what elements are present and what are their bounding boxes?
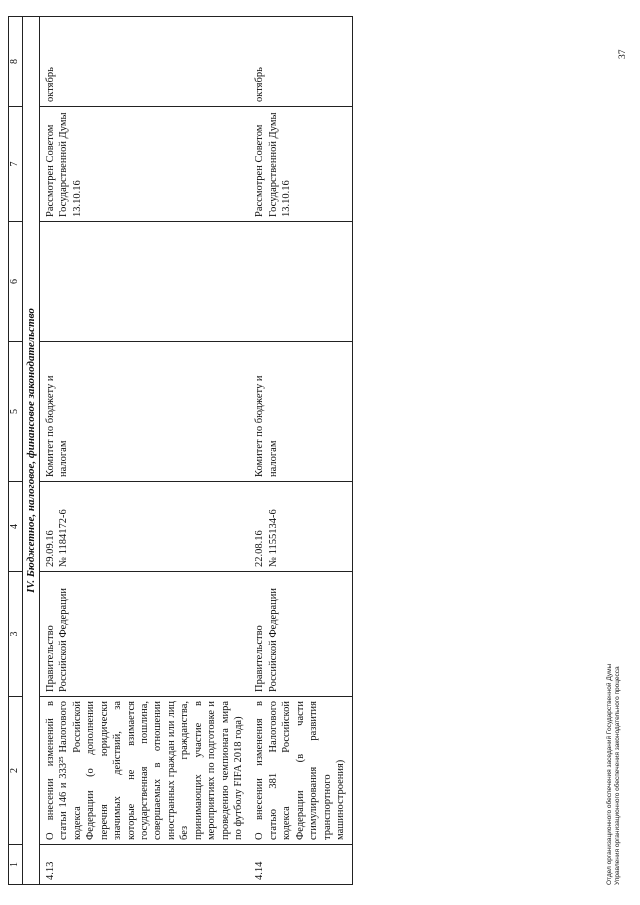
section-title: IV. Бюджетное, налоговое, финансовое законодательство xyxy=(22,17,39,885)
column-6-cell xyxy=(249,222,352,342)
column-header: 7 xyxy=(9,107,23,222)
table-row xyxy=(39,17,249,885)
bill-registration xyxy=(39,482,249,572)
bill-number: № 1184172-6 xyxy=(58,509,70,567)
column-header: 6 xyxy=(9,222,23,342)
column-header: 3 xyxy=(9,572,23,697)
bill-initiator: Правительство Российской Федерации xyxy=(249,572,352,697)
responsible-committee: Комитет по бюджету и налогам xyxy=(39,342,249,482)
section-row xyxy=(22,17,39,885)
bill-date: 22.08.16 xyxy=(254,530,266,567)
row-number: 4.13 xyxy=(39,845,249,885)
bill-status: Рассмотрен Советом Государственной Думы 13.10.16 xyxy=(39,107,249,222)
bill-status: Рассмотрен Советом Государственной Думы 13.10.16 xyxy=(249,107,352,222)
table-row xyxy=(249,17,352,885)
column-header: 5 xyxy=(9,342,23,482)
column-header: 2 xyxy=(9,697,23,845)
bill-registration xyxy=(249,482,352,572)
bill-date: 29.09.16 xyxy=(44,530,56,567)
footer-department xyxy=(606,664,622,885)
bill-title: О внесении изменений в статьи 146 и 333²⁵ Налогового кодекса Российской Федерации (о дополнении перечня юридически значимых действий, за которые не взимается государственная пошлина, совершаемых в отношении иностранных граждан или лиц без гражданства, принимающих участие в мероприятиях по подготовке и проведению чемпионата мира по футболу FIFA 2018 года) xyxy=(39,697,249,845)
row-number: 4.14 xyxy=(249,845,352,885)
bill-number: № 1155134-6 xyxy=(267,509,279,567)
page-number: 37 xyxy=(618,49,628,59)
bill-month: октябрь xyxy=(39,17,249,107)
footer-line: Управления организационного обеспечения законодательного процесса xyxy=(614,666,622,885)
bill-initiator: Правительство Российской Федерации xyxy=(39,572,249,697)
column-header: 1 xyxy=(9,845,23,885)
footer-line: Отдел организационного обеспечения заседаний Государственной Думы xyxy=(606,663,613,885)
column-number-row xyxy=(9,17,23,885)
bill-title: О внесении изменения в статью 381 Налогового кодекса Российской Федерации (в части стимулирования развития транспортного машиностроения) xyxy=(249,697,352,845)
bill-month: октябрь xyxy=(249,17,352,107)
column-6-cell xyxy=(39,222,249,342)
column-header: 4 xyxy=(9,482,23,572)
column-header: 8 xyxy=(9,17,23,107)
legislation-table xyxy=(8,16,353,885)
responsible-committee: Комитет по бюджету и налогам xyxy=(249,342,352,482)
